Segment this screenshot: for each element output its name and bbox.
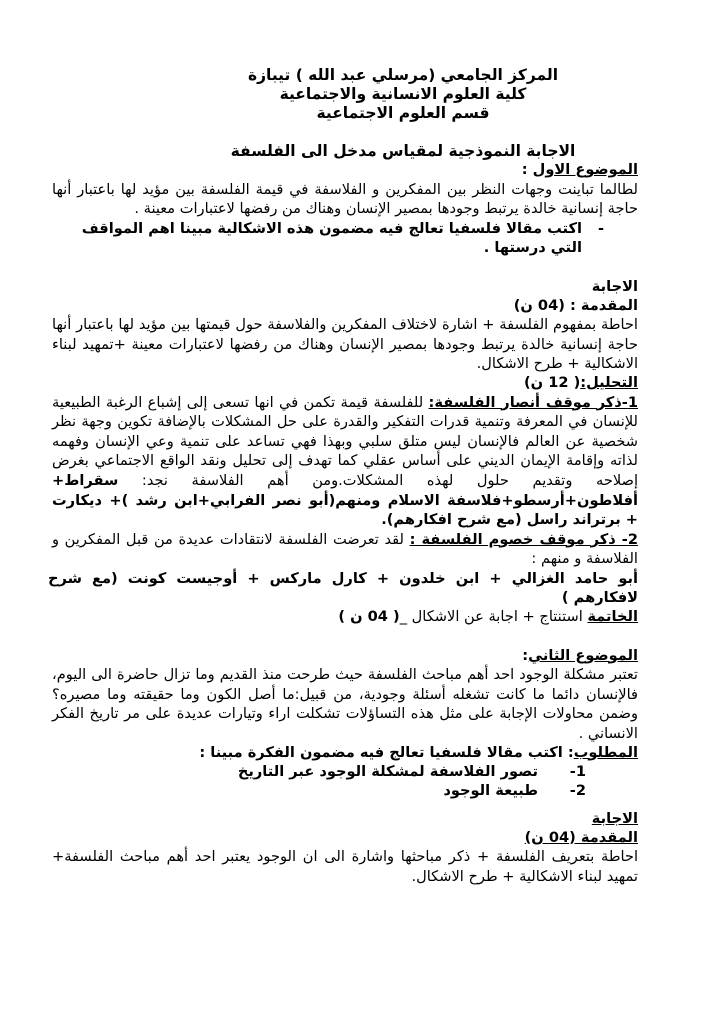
required-item-1-num: 1-: [569, 763, 586, 781]
task-text: اكتب مقالا فلسفيا تعالج فيه مضمون هذه الاشكالية مبينا اهم المواقف التي درستها .: [81, 219, 582, 257]
document-page: [48, 66, 638, 887]
topic2-intro-answer: احاطة بتعريف الفلسفة + ذكر مباحثها واشارة الى ان الوجود يعتبر احد أهم مباحث الفلسفة+ تمهيد لبناء الاشكالية + طرح الاشكال.: [52, 848, 638, 885]
analysis-points: ( 12 ن): [523, 373, 581, 391]
topic2-heading: [60, 647, 638, 666]
required-item-2-text: طبيعة الوجود: [443, 782, 538, 800]
department-name: قسم العلوم الاجتماعية: [316, 104, 490, 122]
required-item-2: [60, 781, 586, 800]
point1-text: للفلسفة قيمة تكمن في انها تسعى إلى إشباع الرغبة الطبيعية للإنسان في المعرفة وتنمية قدرات التفكير والقدرة على حل المشكلات بالإضافة تكوين وجهة نظر شخصية عن العالم فالإنسان ليس متلق سلبي وبهذا فهي تساعد على تنمية وعي الإنسان وفهمه لذاته وإقامة الإيمان الديني على أساس عقلي كما تهدف إلى تحليل ونقد الواقع الاجتماعي بغرض إصلاحه وتقديم حلول لهذه المشكلات.ومن أهم الفلاسفة نجد:: [52, 393, 638, 489]
required-text: اكتب مقالا فلسفيا تعالج فيه مضمون الفكرة مبينا :: [199, 743, 568, 761]
point1-names: سقراط+ أفلاطون+أرسطو+فلاسفة الاسلام ومنهم(أبو نصر الفرابي+ابن رشد )+ ديكارت + برتراند راسل (مع شرح افكارهم).: [52, 471, 638, 529]
analysis-point1: [52, 393, 638, 530]
topic1-answer-label: الاجابة: [591, 277, 638, 295]
topic1-conclusion: [60, 608, 638, 627]
topic2-required: [60, 744, 638, 763]
topic2-heading-text: الموضوع الثاني: [528, 646, 638, 664]
conclusion-label: الخاتمة: [587, 608, 638, 626]
institution-name: المركز الجامعي (مرسلي عبد الله ) تيبازة: [247, 66, 559, 84]
topic1-intro-label: المقدمة : (04 ن): [513, 296, 638, 314]
exam-title: الاجابة النموذجية لمقياس مدخل الى الفلسفة: [230, 142, 576, 160]
topic1-heading: [60, 161, 638, 180]
conclusion-text: استنتاج + اجابة عن الاشكال _: [399, 608, 588, 626]
analysis-label: التحليل:: [580, 373, 638, 391]
topic2-answer-label: الاجابة: [591, 810, 638, 828]
analysis-point2: [52, 530, 638, 569]
conclusion-points: ( 04 ن ): [338, 608, 400, 626]
required-item-1-text: تصور الفلاسفة لمشكلة الوجود عبر التاريخ: [237, 763, 538, 781]
required-label: المطلوب: [573, 743, 638, 761]
task-dash: -: [597, 219, 605, 237]
point2-text: لقد تعرضت الفلسفة لانتقادات عديدة من قبل المفكرين و الفلاسفة و منهم :: [52, 530, 638, 568]
topic1-intro-answer: احاطة بمفهوم الفلسفة + اشارة لاختلاف المفكرين والفلاسفة حول قيمتها بين مؤيد لها باعتبار أنها حاجة إنسانية خالدة يرتبط وجودها بمصير الإنسان وهناك من رفضها لاعتبارات معينة +تمهيد لبناء الاشكالية + طرح الاشكال.: [52, 316, 638, 373]
topic1-heading-suffix: :: [521, 161, 533, 178]
topic1-heading-text: الموضوع الاول: [532, 161, 638, 178]
topic2-intro: تعتبر مشكلة الوجود احد أهم مباحث الفلسفة حيث طرحت منذ القديم وما تزال حاضرة الى اليوم، فالإنسان دائما ما كانت تشغله أسئلة وجودية، من قبيل:ما أصل الكون وما حقيقته وما مصيره؟ وضمن محاولات الإجابة على مثل هذه التساؤلات تشكلت اراء وتيارات عديدة على مر تاريخ الفكر الانساني .: [52, 666, 638, 743]
required-colon: :: [567, 743, 574, 761]
topic1-task: [48, 219, 620, 258]
faculty-name: كلية العلوم الانسانية والاجتماعية: [279, 85, 527, 103]
required-item-2-num: 2-: [569, 782, 586, 800]
point2-label: 2- ذكر موقف خصوم الفلسفة :: [409, 530, 638, 548]
required-item-1: [60, 762, 586, 781]
point1-label: 1-ذكر موقف أنصار الفلسفة:: [428, 393, 638, 411]
topic2-heading-suffix: :: [522, 646, 529, 664]
point2-names: أبو حامد الغزالي + ابن خلدون + كارل ماركس + أوجيست كونت (مع شرح لافكارهم ): [48, 569, 638, 607]
topic2-intro-label: المقدمة (04 ن): [524, 828, 638, 846]
topic1-intro: لطالما تباينت وجهات النظر بين المفكرين و الفلاسفة في قيمة الفلسفة بين مؤيد لها باعتبار أنها حاجة إنسانية خالدة يرتبط وجودها بمصير الإنسان وهناك من رفضها لاعتبارات معينة .: [52, 180, 638, 218]
analysis-heading: [60, 374, 638, 393]
